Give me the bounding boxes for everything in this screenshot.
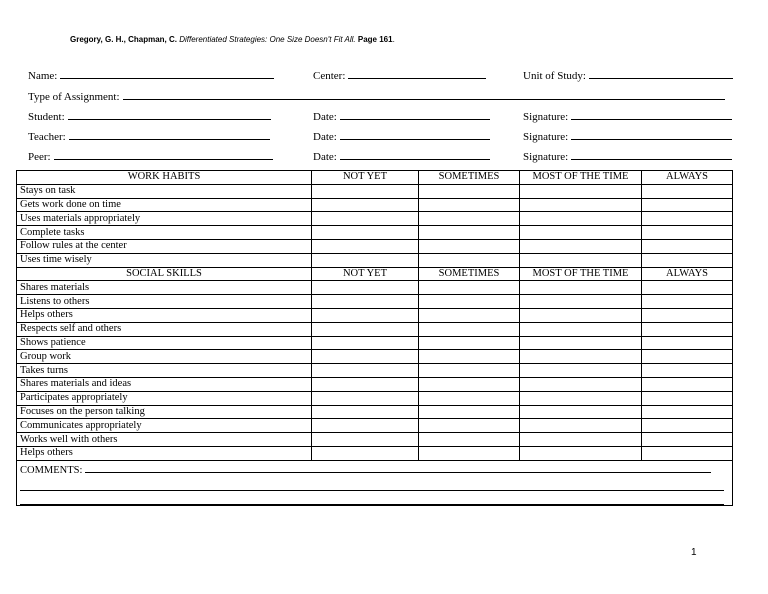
- rating-cell-always[interactable]: [642, 184, 733, 198]
- rubric-item-label: Takes turns: [17, 364, 312, 378]
- rating-cell-most-of-the-time[interactable]: [520, 184, 642, 198]
- rubric-item-row: [17, 419, 733, 433]
- comments-line-2[interactable]: [20, 477, 724, 491]
- rubric-item-row: [17, 446, 733, 460]
- signature-label: Signature:: [523, 131, 569, 143]
- rating-cell-sometimes[interactable]: [419, 377, 520, 391]
- rating-cell-sometimes[interactable]: [419, 364, 520, 378]
- rating-cell-not-yet[interactable]: [312, 405, 419, 419]
- work-habits-title: WORK HABITS: [17, 171, 312, 185]
- rubric-item-label: Stays on task: [17, 184, 312, 198]
- rating-cell-most-of-the-time[interactable]: [520, 405, 642, 419]
- rating-cell-most-of-the-time[interactable]: [520, 446, 642, 460]
- rubric-item-row: [17, 364, 733, 378]
- teacher-date-field[interactable]: [313, 129, 490, 143]
- col-always: ALWAYS: [642, 267, 733, 281]
- signature-label: Signature:: [523, 111, 569, 123]
- rubric-item-row: [17, 239, 733, 253]
- rating-cell-not-yet[interactable]: [312, 391, 419, 405]
- rating-cell-always[interactable]: [642, 239, 733, 253]
- rating-cell-sometimes[interactable]: [419, 281, 520, 295]
- rating-cell-sometimes[interactable]: [419, 322, 520, 336]
- rating-cell-sometimes[interactable]: [419, 391, 520, 405]
- teacher-line[interactable]: [69, 129, 270, 140]
- teacher-date-line[interactable]: [340, 129, 490, 140]
- comments-cell[interactable]: [17, 460, 733, 505]
- rating-cell-sometimes[interactable]: [419, 350, 520, 364]
- rating-cell-not-yet[interactable]: [312, 226, 419, 240]
- rubric-item-row: [17, 295, 733, 309]
- center-line[interactable]: [348, 68, 486, 79]
- rubric-item-label: Shares materials: [17, 281, 312, 295]
- rating-cell-most-of-the-time[interactable]: [520, 295, 642, 309]
- date-label: Date:: [313, 111, 337, 123]
- rating-cell-always[interactable]: [642, 322, 733, 336]
- rating-cell-sometimes[interactable]: [419, 419, 520, 433]
- rating-cell-not-yet[interactable]: [312, 308, 419, 322]
- rating-cell-most-of-the-time[interactable]: [520, 239, 642, 253]
- teacher-label: Teacher:: [28, 131, 66, 143]
- peer-date-line[interactable]: [340, 149, 490, 160]
- social-skills-title: SOCIAL SKILLS: [17, 267, 312, 281]
- rating-cell-always[interactable]: [642, 364, 733, 378]
- rubric-item-row: [17, 433, 733, 447]
- rating-cell-always[interactable]: [642, 433, 733, 447]
- rating-cell-not-yet[interactable]: [312, 446, 419, 460]
- comments-row: [17, 460, 733, 505]
- rating-cell-most-of-the-time[interactable]: [520, 336, 642, 350]
- rating-cell-most-of-the-time[interactable]: [520, 226, 642, 240]
- citation-end: .: [392, 35, 395, 44]
- rating-cell-always[interactable]: [642, 212, 733, 226]
- rating-cell-most-of-the-time[interactable]: [520, 364, 642, 378]
- col-not-yet: NOT YET: [312, 267, 419, 281]
- rating-cell-not-yet[interactable]: [312, 239, 419, 253]
- citation-title: Differentiated Strategies: One Size Doesn't Fit All.: [179, 35, 356, 44]
- rubric-item-label: Gets work done on time: [17, 198, 312, 212]
- rubric-item-row: [17, 308, 733, 322]
- rating-cell-most-of-the-time[interactable]: [520, 198, 642, 212]
- center-field[interactable]: [313, 68, 486, 82]
- rating-cell-sometimes[interactable]: [419, 239, 520, 253]
- rating-cell-sometimes[interactable]: [419, 295, 520, 309]
- rating-cell-not-yet[interactable]: [312, 433, 419, 447]
- rating-cell-always[interactable]: [642, 405, 733, 419]
- rating-cell-sometimes[interactable]: [419, 212, 520, 226]
- rating-cell-most-of-the-time[interactable]: [520, 253, 642, 267]
- rubric-item-row: [17, 405, 733, 419]
- rubric-item-label: Group work: [17, 350, 312, 364]
- rubric-item-label: Respects self and others: [17, 322, 312, 336]
- rubric-item-row: [17, 198, 733, 212]
- rubric-item-row: [17, 281, 733, 295]
- teacher-signature-line[interactable]: [571, 129, 732, 140]
- rubric-item-label: Helps others: [17, 308, 312, 322]
- citation: [70, 35, 395, 44]
- date-label: Date:: [313, 151, 337, 163]
- rubric-item-label: Focuses on the person talking: [17, 405, 312, 419]
- rubric-item-label: Follow rules at the center: [17, 239, 312, 253]
- page-number: 1: [691, 547, 697, 558]
- unit-of-study-field[interactable]: [523, 68, 733, 82]
- rating-cell-always[interactable]: [642, 281, 733, 295]
- rating-cell-always[interactable]: [642, 377, 733, 391]
- rating-cell-not-yet[interactable]: [312, 364, 419, 378]
- rating-cell-always[interactable]: [642, 350, 733, 364]
- rating-cell-not-yet[interactable]: [312, 212, 419, 226]
- rating-cell-always[interactable]: [642, 336, 733, 350]
- col-sometimes: SOMETIMES: [419, 267, 520, 281]
- rubric-item-row: [17, 350, 733, 364]
- rubric-item-row: [17, 336, 733, 350]
- col-not-yet: NOT YET: [312, 171, 419, 185]
- rating-cell-sometimes[interactable]: [419, 308, 520, 322]
- signature-label: Signature:: [523, 151, 569, 163]
- rating-cell-sometimes[interactable]: [419, 446, 520, 460]
- col-always: ALWAYS: [642, 171, 733, 185]
- rubric-item-label: Complete tasks: [17, 226, 312, 240]
- type-of-assignment-line[interactable]: [123, 89, 725, 100]
- rating-cell-not-yet[interactable]: [312, 281, 419, 295]
- rating-cell-most-of-the-time[interactable]: [520, 419, 642, 433]
- rubric-item-label: Shows patience: [17, 336, 312, 350]
- rubric-item-row: [17, 377, 733, 391]
- rating-cell-most-of-the-time[interactable]: [520, 433, 642, 447]
- peer-date-field[interactable]: [313, 149, 490, 163]
- col-most-of-the-time: MOST OF THE TIME: [520, 267, 642, 281]
- rating-cell-most-of-the-time[interactable]: [520, 322, 642, 336]
- rating-cell-not-yet[interactable]: [312, 377, 419, 391]
- student-signature-line[interactable]: [571, 109, 732, 120]
- rating-cell-not-yet[interactable]: [312, 350, 419, 364]
- rubric-item-label: Communicates appropriately: [17, 419, 312, 433]
- unit-of-study-label: Unit of Study:: [523, 70, 586, 82]
- unit-of-study-line[interactable]: [589, 68, 733, 79]
- rating-cell-sometimes[interactable]: [419, 433, 520, 447]
- type-of-assignment-field[interactable]: [28, 89, 725, 103]
- rating-cell-sometimes[interactable]: [419, 336, 520, 350]
- student-label: Student:: [28, 111, 65, 123]
- col-sometimes: SOMETIMES: [419, 171, 520, 185]
- citation-authors: Gregory, G. H., Chapman, C.: [70, 35, 177, 44]
- rubric-item-label: Helps others: [17, 446, 312, 460]
- peer-line[interactable]: [54, 149, 273, 160]
- rating-cell-not-yet[interactable]: [312, 336, 419, 350]
- rubric-item-label: Uses time wisely: [17, 253, 312, 267]
- rubric-item-label: Shares materials and ideas: [17, 377, 312, 391]
- rubric-item-row: [17, 253, 733, 267]
- rating-cell-most-of-the-time[interactable]: [520, 350, 642, 364]
- student-date-field[interactable]: [313, 109, 490, 123]
- rating-cell-always[interactable]: [642, 308, 733, 322]
- rubric-item-row: [17, 391, 733, 405]
- work-habits-header-row: [17, 171, 733, 185]
- rating-cell-most-of-the-time[interactable]: [520, 377, 642, 391]
- rubric-item-label: Participates appropriately: [17, 391, 312, 405]
- rating-cell-not-yet[interactable]: [312, 419, 419, 433]
- rating-cell-not-yet[interactable]: [312, 253, 419, 267]
- rubric-item-row: [17, 184, 733, 198]
- type-of-assignment-label: Type of Assignment:: [28, 91, 120, 103]
- rubric-item-row: [17, 226, 733, 240]
- citation-page: Page 161: [357, 35, 393, 44]
- rubric-item-label: Uses materials appropriately: [17, 212, 312, 226]
- rating-cell-most-of-the-time[interactable]: [520, 391, 642, 405]
- rating-cell-not-yet[interactable]: [312, 198, 419, 212]
- rating-cell-always[interactable]: [642, 198, 733, 212]
- peer-signature-field[interactable]: [523, 149, 732, 163]
- student-date-line[interactable]: [340, 109, 490, 120]
- rubric-item-label: Works well with others: [17, 433, 312, 447]
- student-signature-field[interactable]: [523, 109, 732, 123]
- comments-label: COMMENTS:: [20, 464, 83, 476]
- rating-cell-always[interactable]: [642, 295, 733, 309]
- peer-signature-line[interactable]: [571, 149, 732, 160]
- col-most-of-the-time: MOST OF THE TIME: [520, 171, 642, 185]
- name-field[interactable]: [28, 68, 274, 82]
- rating-cell-most-of-the-time[interactable]: [520, 212, 642, 226]
- comments-line-1[interactable]: [85, 462, 711, 473]
- rubric-item-row: [17, 322, 733, 336]
- rubric-body: [17, 171, 733, 506]
- student-line[interactable]: [68, 109, 271, 120]
- rating-cell-most-of-the-time[interactable]: [520, 281, 642, 295]
- peer-field[interactable]: [28, 149, 273, 163]
- student-field[interactable]: [28, 109, 271, 123]
- rating-cell-not-yet[interactable]: [312, 322, 419, 336]
- rating-cell-sometimes[interactable]: [419, 253, 520, 267]
- teacher-field[interactable]: [28, 129, 270, 143]
- rating-cell-most-of-the-time[interactable]: [520, 308, 642, 322]
- name-line[interactable]: [60, 68, 274, 79]
- rubric-item-row: [17, 212, 733, 226]
- rating-cell-always[interactable]: [642, 226, 733, 240]
- rating-cell-sometimes[interactable]: [419, 198, 520, 212]
- rubric-table: [16, 170, 733, 506]
- rating-cell-sometimes[interactable]: [419, 226, 520, 240]
- rating-cell-always[interactable]: [642, 391, 733, 405]
- name-label: Name:: [28, 70, 58, 82]
- social-skills-header-row: [17, 267, 733, 281]
- rating-cell-sometimes[interactable]: [419, 405, 520, 419]
- rubric-item-label: Listens to others: [17, 295, 312, 309]
- teacher-signature-field[interactable]: [523, 129, 732, 143]
- rating-cell-not-yet[interactable]: [312, 184, 419, 198]
- rating-cell-always[interactable]: [642, 446, 733, 460]
- rating-cell-not-yet[interactable]: [312, 295, 419, 309]
- peer-label: Peer:: [28, 151, 51, 163]
- rating-cell-always[interactable]: [642, 419, 733, 433]
- rating-cell-sometimes[interactable]: [419, 184, 520, 198]
- comments-line-3[interactable]: [20, 491, 724, 505]
- center-label: Center:: [313, 70, 346, 82]
- rating-cell-always[interactable]: [642, 253, 733, 267]
- date-label: Date:: [313, 131, 337, 143]
